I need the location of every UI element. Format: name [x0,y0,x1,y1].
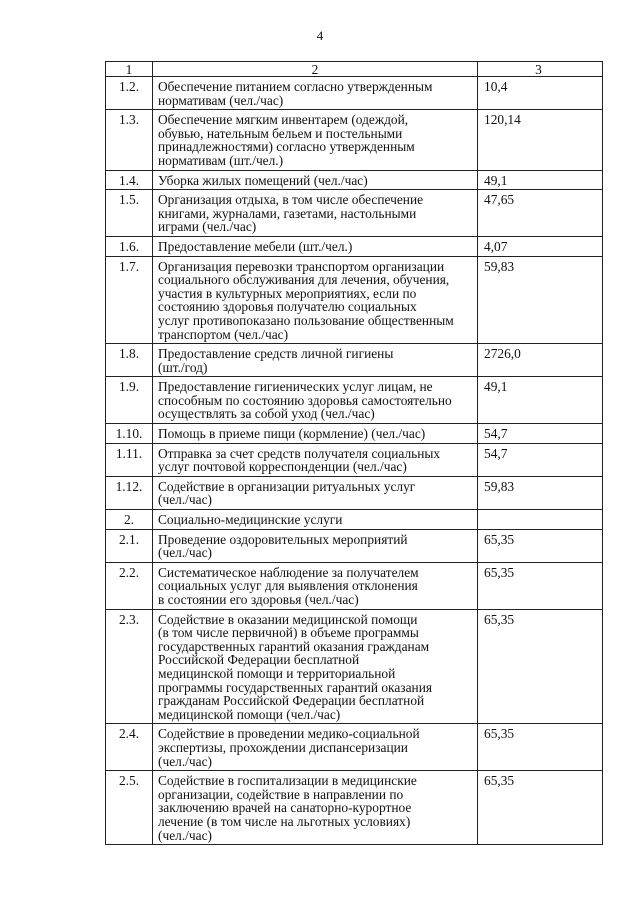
service-value: 10,4 [478,77,603,110]
service-value: 4,07 [478,236,603,256]
service-value: 65,35 [478,771,603,845]
service-name: Организация отдыха, в том числе обеспечение книгами, журналами, газетами, настольными играми (чел./час) [153,190,478,237]
row-number: 1.8. [106,344,153,377]
table-row [106,377,603,424]
service-value: 59,83 [478,476,603,509]
table-row [106,190,603,237]
row-number: 2.3. [106,609,153,724]
row-number: 1.5. [106,190,153,237]
row-number: 2.2. [106,562,153,609]
service-value: 49,1 [478,377,603,424]
table-row [106,77,603,110]
row-number: 2.4. [106,724,153,771]
table-header-row [106,62,603,77]
header-col-1: 1 [106,62,153,77]
header-col-2: 2 [153,62,478,77]
service-value: 65,35 [478,562,603,609]
service-value: 65,35 [478,609,603,724]
table-row [106,443,603,476]
service-value: 47,65 [478,190,603,237]
service-name: Обеспечение питанием согласно утвержденным нормативам (чел./час) [153,77,478,110]
table-row [106,344,603,377]
row-number: 1.6. [106,236,153,256]
service-value: 65,35 [478,724,603,771]
service-name: Содействие в организации ритуальных услуг (чел./час) [153,476,478,509]
table-row [106,424,603,444]
row-number: 2.1. [106,529,153,562]
service-name: Предоставление средств личной гигиены (шт./год) [153,344,478,377]
service-value: 49,1 [478,170,603,190]
table-row [106,609,603,724]
table-row [106,724,603,771]
table-row [106,562,603,609]
service-name: Отправка за счет средств получателя социальных услуг почтовой корреспонденции (чел./час) [153,443,478,476]
table-row [106,529,603,562]
row-number: 1.10. [106,424,153,444]
table-row [106,170,603,190]
page-number: 4 [316,28,324,43]
service-value: 120,14 [478,110,603,170]
table-row [106,510,603,530]
service-name: Уборка жилых помещений (чел./час) [153,170,478,190]
service-value: 2726,0 [478,344,603,377]
service-name: Обеспечение мягким инвентарем (одеждой, обувью, нательным бельем и постельными принадлежностями) согласно утвержденным нормативам (шт./чел.) [153,110,478,170]
table-body [106,62,603,845]
service-name: Предоставление мебели (шт./чел.) [153,236,478,256]
services-tariff-table [105,61,603,845]
service-value [478,510,603,530]
service-value: 65,35 [478,529,603,562]
table-row [106,110,603,170]
service-value: 54,7 [478,424,603,444]
service-name: Помощь в приеме пищи (кормление) (чел./час) [153,424,478,444]
table-row [106,771,603,845]
header-col-3: 3 [478,62,603,77]
row-number: 2.5. [106,771,153,845]
row-number: 1.12. [106,476,153,509]
row-number: 1.7. [106,256,153,344]
service-name: Предоставление гигиенических услуг лицам, не способным по состоянию здоровья самостоятельно осуществлять за собой уход (чел./час) [153,377,478,424]
service-name: Проведение оздоровительных мероприятий (чел./час) [153,529,478,562]
service-value: 59,83 [478,256,603,344]
table-row [106,476,603,509]
service-name: Содействие в госпитализации в медицинские организации, содействие в направлении по заключению врачей на санаторно-курортное лечение (в том числе на льготных условиях) (чел./час) [153,771,478,845]
service-name: Социально-медицинские услуги [153,510,478,530]
table-row [106,236,603,256]
service-name: Содействие в оказании медицинской помощи (в том числе первичной) в объеме программы государственных гарантий оказания гражданам Российской Федерации бесплатной медицинской помощи и территориальной программы государственных гарантий оказания гражданам Российской Федерации бесплатной медицинской помощи (чел./час) [153,609,478,724]
row-number: 1.3. [106,110,153,170]
service-name: Организация перевозки транспортом организации социального обслуживания для лечения, обучения, участия в культурных мероприятиях, если по состоянию здоровья получателю социальных услуг противопоказано пользование общественным транспортом (чел./час) [153,256,478,344]
table-row [106,256,603,344]
service-value: 54,7 [478,443,603,476]
row-number: 1.4. [106,170,153,190]
service-name: Систематическое наблюдение за получателем социальных услуг для выявления отклонения в состоянии его здоровья (чел./час) [153,562,478,609]
row-number: 1.11. [106,443,153,476]
row-number: 1.2. [106,77,153,110]
row-number: 1.9. [106,377,153,424]
service-name: Содействие в проведении медико-социальной экспертизы, прохождении диспансеризации (чел./час) [153,724,478,771]
row-number: 2. [106,510,153,530]
